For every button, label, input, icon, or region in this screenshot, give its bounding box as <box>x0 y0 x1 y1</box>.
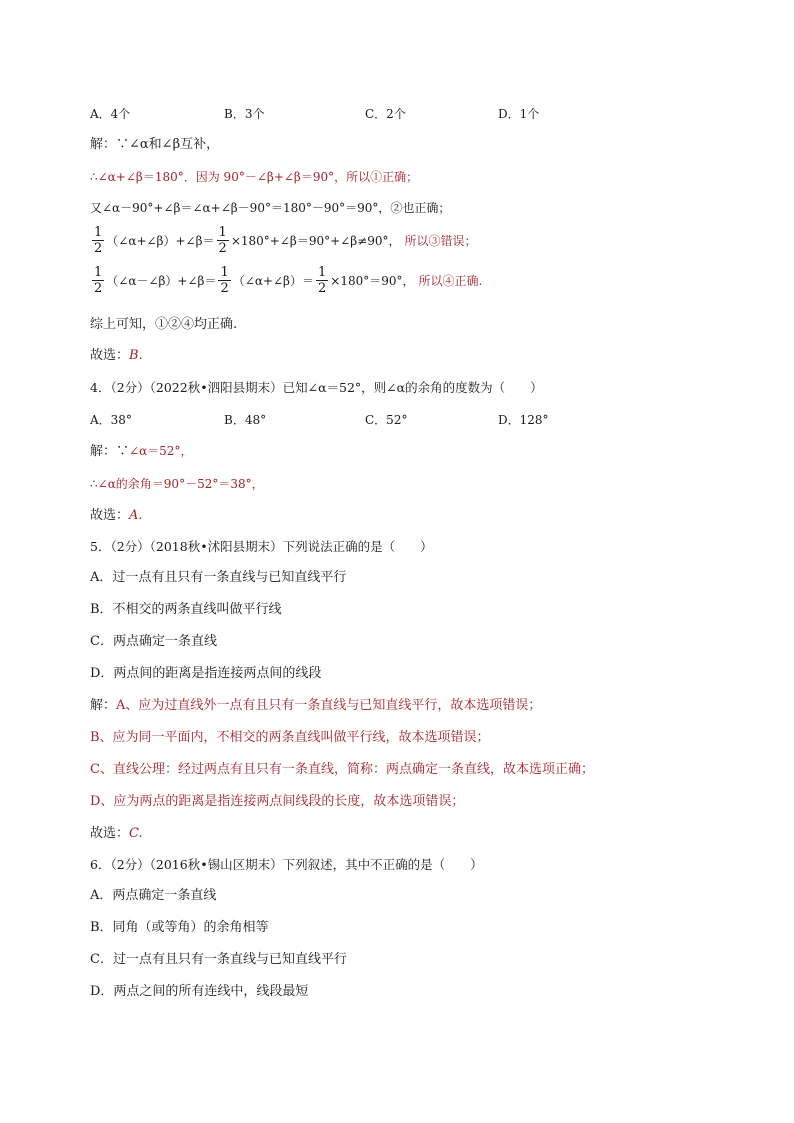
q5-solution-line-1-label: 解： <box>90 698 117 713</box>
q4-option-a: A．38° <box>90 413 132 427</box>
q5-option-b: B．不相交的两条直线叫做平行线 <box>90 602 282 617</box>
fraction-half: $\frac{1}{2}$ <box>220 265 229 296</box>
q6-option-b: B．同角（或等角）的余角相等 <box>90 920 269 935</box>
q3-solution-line-3 <box>90 199 450 217</box>
q5-answer <box>90 825 143 843</box>
q3-line-4-conclusion: 所以③错误； <box>404 234 477 248</box>
q4-option-b: B．48° <box>224 413 267 427</box>
q5-option-a: A．过一点有且只有一条直线与已知直线平行 <box>90 570 347 585</box>
q4-stem: 4．（2分）（2022秋•泗阳县期末）已知∠α＝52°，则∠α的余角的度数为（ ） <box>90 380 543 395</box>
q4-option-c: C．52° <box>365 413 408 427</box>
q5-solution-line-4: D、应为两点的距离是指连接两点间线段的长度，故本选项错误； <box>90 794 465 809</box>
fraction-half: $\frac{1}{2}$ <box>218 225 227 256</box>
q3-answer-value: B. <box>129 348 143 363</box>
q5-solution-line-1-text: A、应为过直线外一点有且只有一条直线与已知直线平行，故本选项错误； <box>116 698 542 713</box>
q6-option-a: A．两点确定一条直线 <box>90 888 217 903</box>
q3-line-4-expr-1: （∠α+∠β）+∠β＝ <box>106 234 215 248</box>
q4-answer-value: A. <box>129 508 143 523</box>
q5-solution-line-2: B、应为同一平面内，不相交的两条直线叫做平行线，故本选项错误； <box>90 730 490 745</box>
q3-option-d: D．1个 <box>498 107 540 121</box>
q4-solution-line-1 <box>90 442 192 461</box>
q3-line-5-expr-1: （∠α－∠β）+∠β＝ <box>106 274 217 288</box>
q5-answer-value: C. <box>129 826 143 841</box>
q3-line-5-conclusion: 所以④正确. <box>418 274 483 288</box>
q4-option-d: D．128° <box>498 413 549 427</box>
fraction-half: $\frac{1}{2}$ <box>94 225 103 256</box>
q3-option-b: B．3个 <box>224 107 265 121</box>
q3-line-5-expr-3: ×180°＝90°， <box>330 274 415 288</box>
q3-solution-line-3-note: ②也正确； <box>390 201 451 215</box>
q5-solution-line-1 <box>90 697 541 715</box>
q3-solution-summary: 综上可知，①②④均正确. <box>90 317 238 332</box>
q5-option-d: D．两点间的距离是指连接两点间的线段 <box>90 666 322 681</box>
fraction-half: $\frac{1}{2}$ <box>317 265 327 296</box>
q3-solution-line-1: 解：∵∠α和∠β互补， <box>90 137 220 152</box>
q4-answer-label: 故选： <box>90 508 130 523</box>
q3-solution-line-2: ∴∠α+∠β＝180°．因为 90°－∠β+∠β＝90°，所以①正确； <box>90 170 419 184</box>
q3-option-c: C．2个 <box>365 107 406 121</box>
q5-option-c: C．两点确定一条直线 <box>90 634 217 649</box>
q3-solution-line-5 <box>90 265 482 296</box>
q3-solution-line-4 <box>90 225 477 256</box>
q3-answer-label: 故选： <box>90 348 130 363</box>
q3-option-a: A．4个 <box>90 107 131 121</box>
q6-stem: 6．（2分）（2016秋•锡山区期末）下列叙述，其中不正确的是（ ） <box>90 857 483 872</box>
q5-solution-line-3: C、直线公理：经过两点有且只有一条直线，简称：两点确定一条直线，故本选项正确； <box>90 762 594 777</box>
q4-solution-line-1-given: ∠α＝52°， <box>129 444 193 458</box>
q3-line-4-expr-2: ×180°+∠β＝90°+∠β≠90°， <box>230 234 401 248</box>
q5-stem: 5．（2分）（2018秋•沭阳县期末）下列说法正确的是（ ） <box>90 539 433 554</box>
q4-solution-line-2: ∴∠α的余角＝90°－52°＝38°， <box>90 477 264 491</box>
q4-solution-line-1-label: 解：∵ <box>90 444 130 459</box>
q6-option-c: C．过一点有且只有一条直线与已知直线平行 <box>90 952 347 967</box>
q4-answer <box>90 507 143 525</box>
q6-option-d: D．两点之间的所有连线中，线段最短 <box>90 984 309 999</box>
q3-answer <box>90 347 143 365</box>
q5-answer-label: 故选： <box>90 826 130 841</box>
fraction-half: $\frac{1}{2}$ <box>94 265 103 296</box>
q3-line-5-expr-2: （∠α+∠β）＝ <box>232 274 314 288</box>
q3-solution-line-3-text: 又∠α－90°+∠β＝∠α+∠β－90°＝180°－90°＝90°， <box>90 201 391 215</box>
